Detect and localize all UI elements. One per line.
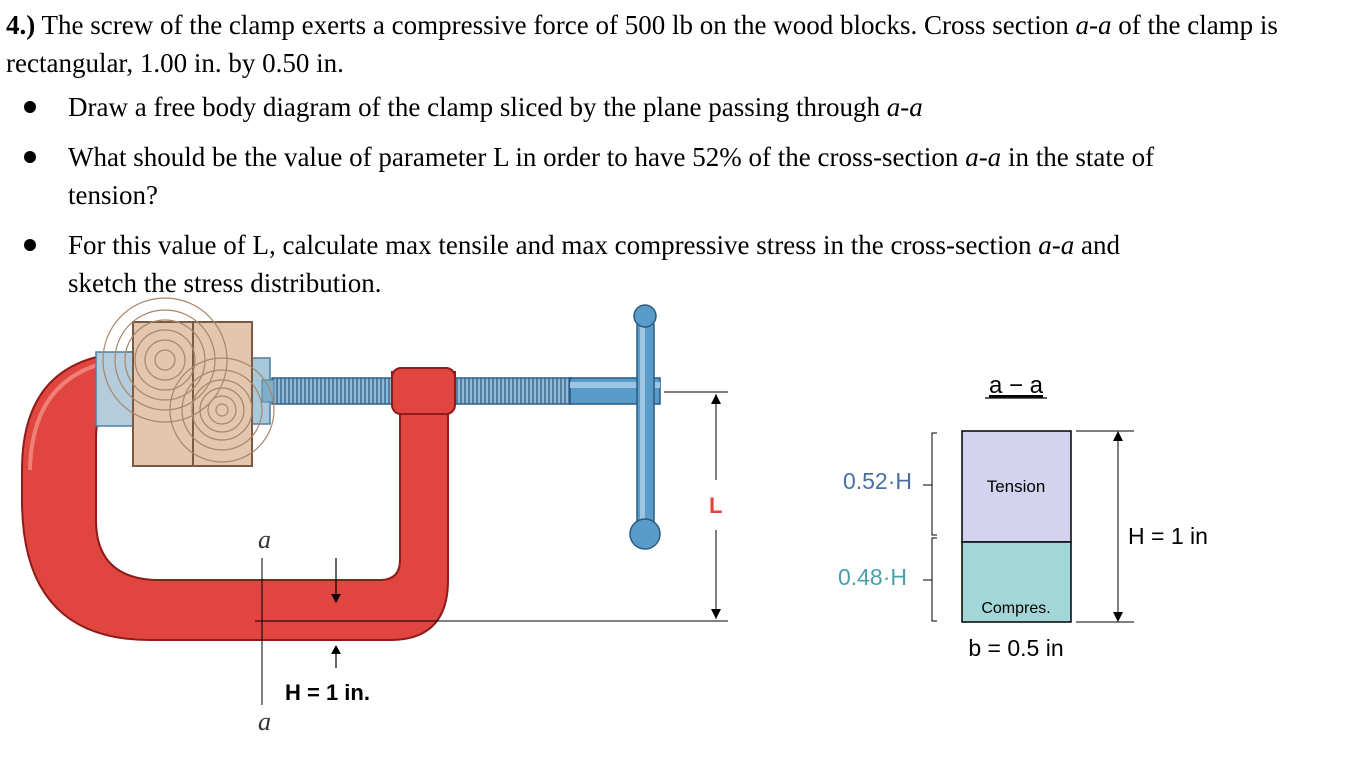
compression-label: Compres. bbox=[981, 600, 1051, 617]
cross-section-drawing bbox=[838, 372, 1208, 661]
fraction-brackets bbox=[923, 433, 937, 621]
task-text-pre: What should be the value of parameter L in order to have 52% of the cross-section bbox=[68, 142, 966, 172]
task-section-name: a-a bbox=[1038, 230, 1075, 260]
c-clamp-drawing bbox=[22, 298, 728, 736]
task-text-pre: Draw a free body diagram of the clamp sliced by the plane passing through bbox=[68, 92, 887, 122]
intro-text-post: of the clamp is rectangular, 1.00 in. by 0.50 in. bbox=[6, 10, 1278, 78]
section-label-bottom: a bbox=[258, 707, 271, 736]
t-handle bbox=[637, 318, 654, 536]
task-text-post: and sketch the stress distribution. bbox=[68, 230, 1120, 298]
l-label: L bbox=[709, 493, 723, 518]
task-text-pre: For this value of L, calculate max tensile and max compressive stress in the cross-section bbox=[68, 230, 1039, 260]
problem-number: 4.) bbox=[6, 10, 36, 40]
compression-fraction-label: 0.48·H bbox=[837, 564, 907, 590]
section-title: a − a bbox=[988, 372, 1044, 399]
width-label: b = 0.5 in bbox=[968, 635, 1064, 661]
task-section-name: a-a bbox=[886, 92, 923, 122]
intro-text-pre: The screw of the clamp exerts a compressive force of 500 lb on the wood blocks. Cross section bbox=[35, 10, 1076, 40]
task-section-name: a-a bbox=[965, 142, 1002, 172]
section-label-top: a bbox=[258, 525, 271, 554]
thickness-label: H = 1 in. bbox=[285, 680, 370, 705]
height-label: H = 1 in bbox=[1128, 523, 1208, 549]
task-text-post: in the state of tension? bbox=[68, 142, 1155, 210]
tension-label: Tension bbox=[986, 477, 1046, 496]
height-dimension bbox=[1076, 431, 1134, 622]
intro-section-name: a-a bbox=[1075, 10, 1112, 40]
tension-fraction-label: 0.52·H bbox=[842, 468, 912, 494]
